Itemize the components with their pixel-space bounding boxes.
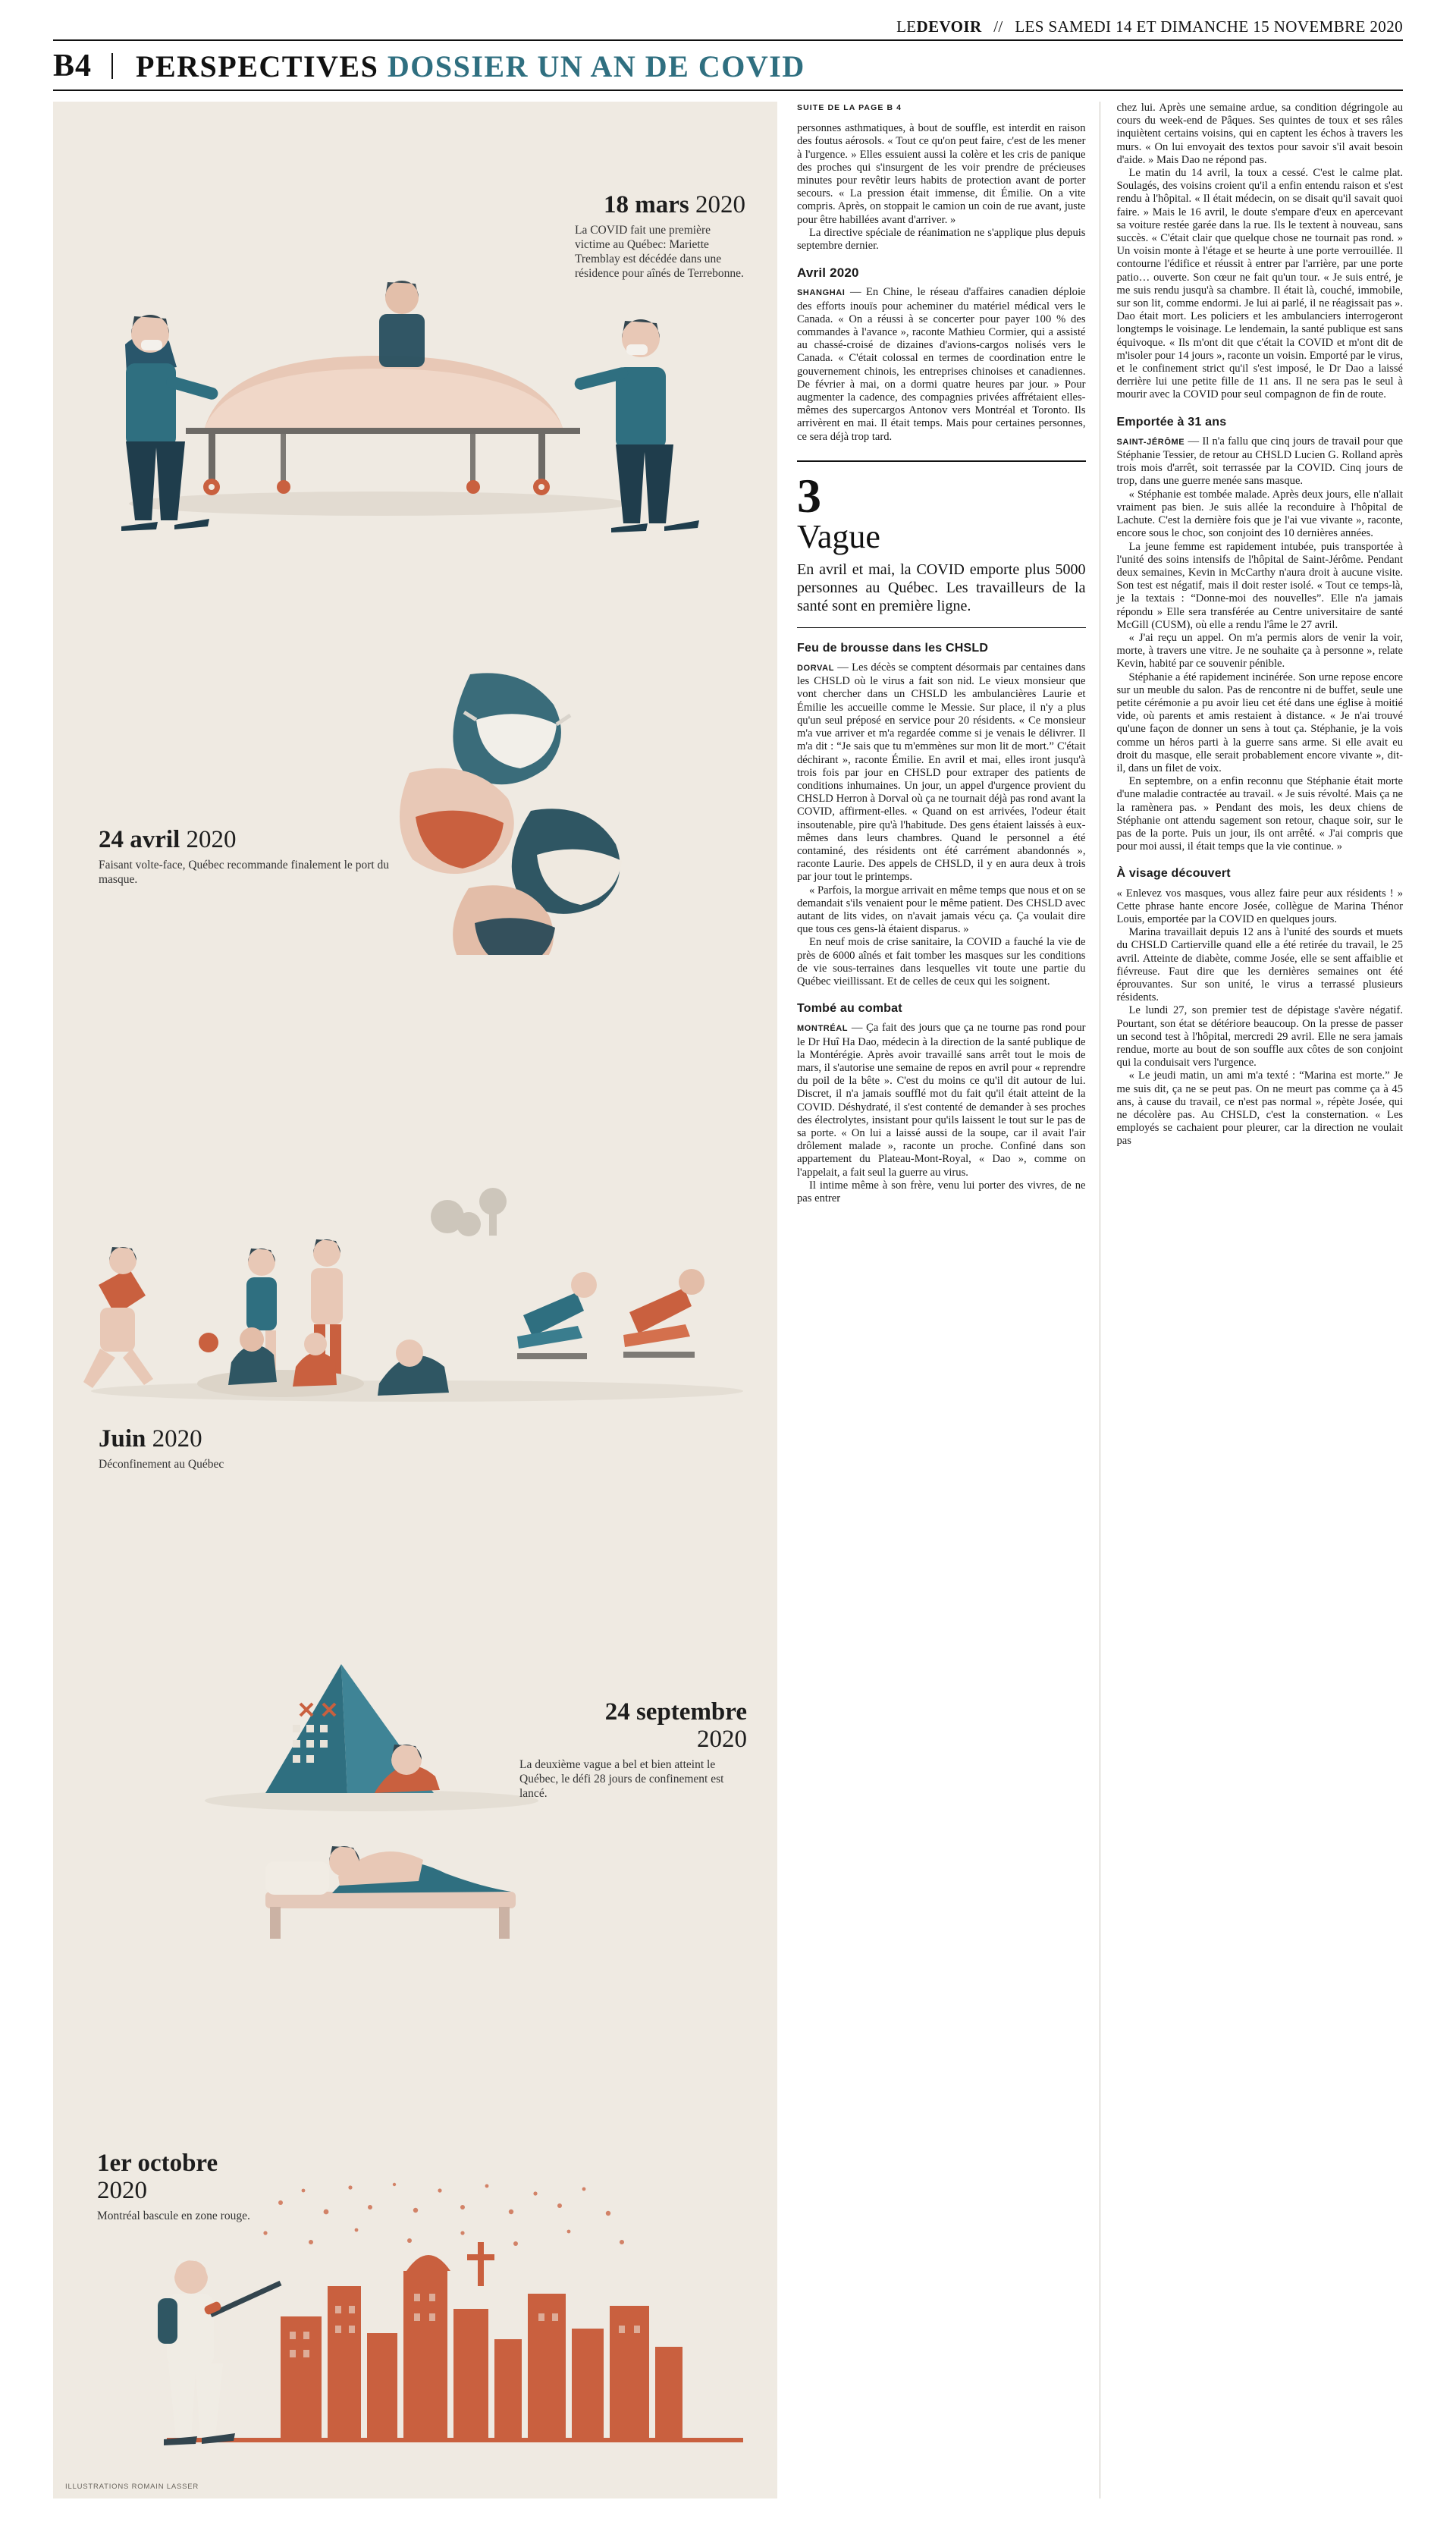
paragraph: La jeune femme est rapidement intubée, puis transportée à l'unité des soins intensifs de l'hôpital de Saint-Jérôme. Pendant deux semaines, Kevin in McCarthy n'aura droit à aucune visite. Son test est négatif, mais il doit rester isolé. « Tout ce temps-là, je la textais : “Donne-moi des nouvelles”. Elle n'a jamais répondu » Elle sera transférée au Centre universitaire de santé McGill (CUSM), où elle a rendu l'âme le 27 avril. [1116,540,1403,631]
paragraph-text: — Les décès se comptent désormais par centaines dans les CHSLD où le virus a fait son nid. Le vieux monsieur que vont chercher dans un CHSLD les ambulancières Laurie et Émilie les accueille comme le Messie. Sur place, il n'y a plus qu'un seul préposé en service pour 20 résidents. « Ce monsieur m'a vue arriver et m'a regardée comme si je venais le délivrer. Il m'a dit : “Je sais que tu m'emmènes sur mon lit de mort.” C'était déchirant », raconte Émilie. En avril et mai, elles iront jusqu'à trois fois par jour en CHSLD pour extraper des patients de conditions inhumaines. Un jour, un appel d'urgence provient du CHSLD Herron à Dorval où ça ne tournait déjà pas rond avant la COVID, affirment-elles. « Quand on est arrivées, l'odeur était insoutenable, pire qu'à l'habitude. Des gens étaient laissés à eux-mêmes dans leurs chambres. Quand le personnel a été contaminé, des résidents ont été carrément abandonnés », raconte Laurie. Des appels de CHSLD, il y en aura deux à trois par jour tout le printemps. [797,661,1086,884]
paragraph: Stéphanie a été rapidement incinérée. Son urne repose encore sur un meuble du salon. Pas de rencontre ni de buffet, seule une petite cérémonie a pu avoir lieu cet été dans une église à moitié vide, où parents et amis restaient à distance. « Je n'ai trouvé qu'une façon de donner un sens à tout ça. Stéphanie, je la vois comme un héros parti à la guerre sans arme. Si elle avait eu droit du masque, elle serait probablement encore vivante », dit-il, dans un filet de voix. [1116,671,1403,774]
timeline-event-3-date: Juin 2020 [99,1425,202,1453]
timeline-event-4-date: 24 septembre [604,1698,747,1726]
illustration-masks [379,667,758,955]
paragraph: Le lundi 27, son premier test de dépistage s'avère négatif. Pourtant, son état se détériore beaucoup. On la presse de passer un second test à l'hôpital, mercredi 29 avril. Elle ne sera jamais rendue, morte au bout de son souffle aux côtes de son conjoint qui la conduisait vers l'urgence. [1116,1004,1403,1069]
timeline-event-2 [99,826,417,887]
paragraph [797,1022,1086,1179]
paragraph: « J'ai reçu un appel. On m'a permis alors de venir la voir, morte, à travers une vitre. Je ne souhaite ça à personne », relate Kevin, habité par ce souvenir pénible. [1116,631,1403,671]
illustration-red-zone-city [53,2157,777,2476]
dossier-name: DOSSIER UN AN DE COVID [387,49,805,83]
article-columns [777,102,1403,2498]
paragraph: Le matin du 14 avril, la toux a cessé. C'est le calme plat. Soulagés, des voisins croient qu'il a enfin entendu raison et s'est rendu à l'hôpital. « Il était médecin, on se disait qu'il savait quoi faire. » Mais le 16 avril, le doute s'empare d'eux en apercevant sa voiture restée garée dans la rue. Ils le textent à nouveau, sans succès. « C'était clair que quelque chose ne tournait pas rond. » Un voisin monte à l'étage et se heurte à une porte verrouillée. Il contourne l'édifice et réussit à entrer par l'arrière, par une porte patio… ouverte. Son cœur ne fait qu'un tour. « Je suis entré, je me suis rendu jusqu'à sa chambre. Il était là, couché, immobile, sur son lit, comme endormi. Je lui ai parlé, il ne réagissait pas ». Dao était mort. Les policiers et les ambulanciers interrogeront longtemps le voisinage. Le lendemain, la santé publique est sans équivoque. « Ils m'ont dit que c'était la COVID et m'ont dit de m'isoler pour 14 jours », raconte un voisin. Emporté par le virus, et le confinement strict qu'il s'est imposé, le Dr Dao a laissé derrière lui une petite fille de 11 ans. Il ne sera pas le seul à mourir avec la COVID pour seul compagnon de fin de route. [1116,167,1403,401]
article-column-right [1100,102,1404,2498]
brand-devoir: DEVOIR [916,17,982,36]
subheading-feu-de-brousse: Feu de brousse dans les CHSLD [797,641,989,655]
paragraph [797,286,1086,443]
folio-divider [111,53,113,79]
timeline-event-4-caption: La deuxième vague a bel et bien atteint le Québec, le défi 28 jours de confinement est lancé. [519,1758,724,1800]
page-folio: B4 [53,49,93,83]
paragraph: Il intime même à son frère, venu lui porter des vivres, de ne pas entrer [797,1179,1086,1204]
paragraph: « Le jeudi matin, un ami m'a texté : “Marina est morte.” Je me suis dit, ça ne se peut pas. On ne meurt pas comme ça à 45 ans, à cause du travail, ce n'est pas normal », répète Josée, qui ne décolère pas. Au CHSLD, c'est la consternation. « Les employés se cachaient pour pleurer, car la direction ne voulait pas [1116,1069,1403,1148]
vague-number: 3 [797,468,821,523]
timeline-event-1-date: 18 mars 2020 [604,191,745,218]
timeline-event-2-date: 24 avril 2020 [99,826,237,853]
timeline-event-3-caption: Déconfinement au Québec [99,1458,224,1471]
masthead-separator: // [993,17,1003,36]
paragraph: En neuf mois de crise sanitaire, la COVID a fauché la vie de près de 6000 aînés et fait tomber les masques sur les conditions de vie sous-terraines dans lesquelles vit toute une partie du Québec vieillissant. Et de celles de ceux qui les soignent. [797,936,1086,988]
paragraph-text: — Ça fait des jours que ça ne tourne pas rond pour le Dr Huî Ha Dao, médecin à la direction de la santé publique de la Montérégie. Après avoir travaillé sans arrêt tout le mois de mars, il s'autorise une semaine de repos en avril pour « reprendre du poil de la bête ». C'est du moins ce qu'il dit autour de lui. Discret, il n'a jamais soufflé mot du fait qu'il était atteint de la COVID. Déshydraté, il s'est contenté de demander à ses proches des électrolytes, insistant pour qu'ils laissent le tout sur le pas de sa porte. « On lui a laissé aussi de la soupe, car il avait l'air drôlement malade », raconte un proche. Confiné dans son appartement du Plateau-Mont-Royal, « Dao », comme on l'appelait, a fait seul la guerre au virus. [797,1022,1086,1179]
section-name: PERSPECTIVES [136,49,379,83]
vague-callout [797,460,1086,615]
timeline-event-5-caption: Montréal bascule en zone rouge. [97,2209,250,2222]
brand-le: LE [896,17,917,36]
paragraph: personnes asthmatiques, à bout de souffle, est interdit en raison des foutus aérosols. « Tout ce qu'on peut faire, c'est de les mener à l'urgence. » Elles essuient aussi la colère et les cris de panique des proches qui s'insurgent de les voir prendre de précieuses minutes pour revêtir leurs habits de protection avant de porter secours. « La pression était immense, dit Émilie. On a vite compris. Après, on stoppait le camion un coin de rue avant, juste pour être habillées avant d'arriver. » [797,122,1086,226]
paragraph: En septembre, on a enfin reconnu que Stéphanie était morte d'une maladie contractée au travail. « Je suis révolté. Mais ça ne la ramènera pas. » Pendant des mois, les deux chiens de Stéphanie ont attendu sagement son retour, chaque soir, sur le pas de la porte. Puis un jour, ils ont arrêté. « J'ai compris que pour moi aussi, il était temps que la vie continue. » [1116,775,1403,853]
subheading-emportee: Emportée à 31 ans [1116,415,1227,429]
page-title [136,49,805,84]
paragraph: chez lui. Après une semaine ardue, sa condition dégringole au cours du week-end de Pâques. Ses quintes de toux et ses râles inquiètent certains voisins, qui en captent les échos à travers les murs. « On lui envoyait des textos pour savoir s'il avait besoin d'aide. » Mais Dao ne répond pas. [1116,102,1403,166]
dateline-saint-jerome: SAINT-JÉRÔME [1116,437,1185,447]
illustration-credit: ILLUSTRATIONS ROMAIN LASSER [65,2483,199,2491]
timeline-event-4-year: 2020 [697,1726,747,1753]
timeline-event-3 [99,1425,417,1471]
timeline-event-5-year: 2020 [97,2177,147,2204]
dateline-montreal: MONTRÉAL [797,1024,849,1034]
timeline-event-1-caption: La COVID fait une première victime au Québec: Mariette Tremblay est décédée dans une résidence pour aînés de Terrebonne. [575,224,744,280]
article-column-left [797,102,1100,2498]
paragraph: « Enlevez vos masques, vous allez faire peur aux résidents ! » Cette phrase hante encore Josée, collègue de Marina Thénor Louis, emportée par la COVID en quelques jours. [1116,887,1403,925]
paragraph-text: — En Chine, le réseau d'affaires canadien déploie des efforts inouïs pour acheminer du matériel médical vers le Canada. « On a réussi à se concerter pour payer 100 % des commandes à l'avance », raconte Mathieu Cormier, qui a assisté au chassé-croisé de dizaines d'avions-cargos nolisés vers le Canada. « C'était colossal en termes de coordination entre le gouvernement chinois, les entreprises chinoises et canadiennes. De février à mai, on a dormi quatre heures par jour. » Pour augmenter la cadence, des compagnies privées affrétaient elles-mêmes des supercargos Antonov vers Montréal et Toronto. Ils arrivèrent en mai. Il était temps. Mais pour certaines personnes, ce sera déjà trop tard. [797,286,1086,443]
edition-date: LES SAMEDI 14 ET DIMANCHE 15 NOVEMBRE 2020 [1015,17,1403,36]
paragraph [797,661,1086,884]
vague-description: En avril et mai, la COVID emporte plus 5000 personnes au Québec. Les travailleurs de la santé sont en première ligne. [797,561,1086,614]
subheading-visage-decouvert: À visage découvert [1116,867,1231,881]
section-header [53,41,1403,91]
masthead [53,0,1403,41]
subheading-avril: Avril 2020 [797,265,859,281]
timeline-event-5-date: 1er octobre [97,2150,218,2177]
paragraph-text: — Il n'a fallu que cinq jours de travail pour que Stéphanie Tessier, de retour au CHSLD Lucien G. Rolland après trois mois d'arrêt, soit terrassée par la COVID. Cinq jours de trop, dans une guerre menée sans masque. [1116,435,1403,488]
illustration-park [53,1164,777,1406]
timeline-event-1 [389,191,745,281]
paragraph [1117,435,1404,488]
timeline-illustration-column [53,102,777,2498]
paragraph: Marina travaillait depuis 12 ans à l'unité des sourds et muets du CHSLD Cartierville quand elle a été retirée du travail, le 25 avril. Atteinte de diabète, comme Josée, elle se sent affaiblie et fiévreuse. Faut dire que les dernières semaines ont été éprouvantes. Sur son unité, le virus a terrassé plusieurs résidents. [1116,926,1403,1004]
dateline-dorval: DORVAL [797,664,835,674]
page-content [53,102,1403,2498]
timeline-event-4 [383,1698,747,1801]
vague-word: Vague [797,517,880,555]
header-rule [53,90,1403,91]
dateline-shanghai: SHANGHAI [797,288,846,298]
subheading-tombe-au-combat: Tombé au combat [797,1002,902,1016]
masthead-line [896,17,1403,36]
paragraph: La directive spéciale de réanimation ne s'applique plus depuis septembre dernier. [797,226,1086,253]
timeline-event-2-caption: Faisant volte-face, Québec recommande finalement le port du masque. [99,859,390,886]
paragraph: « Parfois, la morgue arrivait en même temps que nous et on se demandait s'ils venaient pour le même patient. Des CHSLD avec autant de lits vides, on n'avait jamais vécu ça. Ça voulait dire que tous ces gens-là étaient disparus. » [797,884,1086,936]
rule-divider [797,627,1086,628]
paragraph: « Stéphanie est tombée malade. Après deux jours, elle n'allait vraiment pas bien. Je suis allée la reconduire à l'hôpital de Lachute. C'est la dernière fois que je l'ai vue vivante », raconte, encore sous le choc, son conjoint des 10 dernières années. [1116,488,1403,540]
jump-line: SUITE DE LA PAGE B 4 [797,103,902,112]
